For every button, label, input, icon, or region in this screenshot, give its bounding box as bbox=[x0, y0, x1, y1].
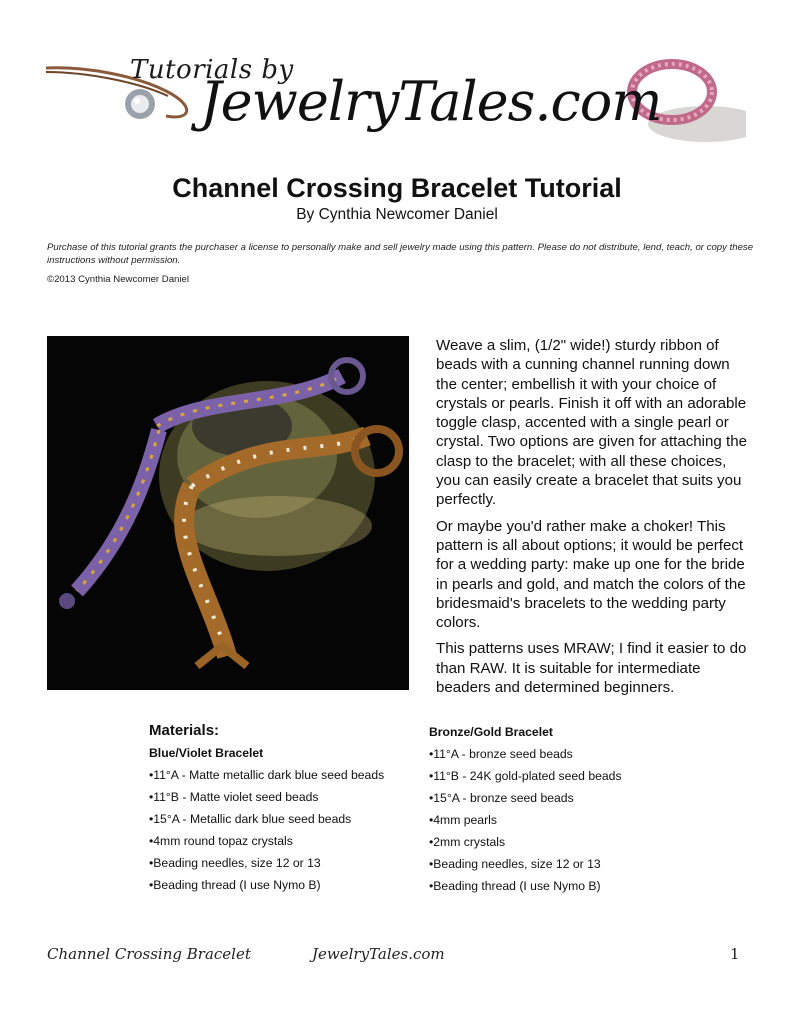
blue-bracelet-heading: Blue/Violet Bracelet bbox=[149, 746, 264, 760]
material-item: •Beading thread (I use Nymo B) bbox=[429, 879, 601, 893]
footer-site: JewelryTales.com bbox=[312, 945, 445, 963]
material-item: •11°B - Matte violet seed beads bbox=[149, 790, 319, 804]
materials-blue-list bbox=[149, 745, 384, 899]
material-item: •11°A - bronze seed beads bbox=[429, 747, 573, 761]
material-item: •2mm crystals bbox=[429, 835, 506, 849]
material-item: •4mm pearls bbox=[429, 813, 497, 827]
material-item: •4mm round topaz crystals bbox=[149, 834, 293, 848]
license-notice: Purchase of this tutorial grants the purchaser a license to personally make and sell jewelry made using this pattern. Please do not distribute, lend, teach, or copy these instructions without permission. bbox=[47, 242, 754, 266]
material-item: •15°A - Metallic dark blue seed beads bbox=[149, 812, 352, 826]
materials-bronze-list bbox=[429, 724, 622, 900]
footer-doc-title: Channel Crossing Bracelet bbox=[47, 945, 251, 963]
material-item: •Beading thread (I use Nymo B) bbox=[149, 878, 321, 892]
material-item: •11°A - Matte metallic dark blue seed beads bbox=[149, 768, 385, 782]
pendant-icon bbox=[125, 89, 155, 119]
intro-paragraph: Weave a slim, (1/2" wide!) sturdy ribbon of beads with a cunning channel running down the center; embellish it with your choice of crystals or pearls. Finish it off with an adorable toggle clasp, accented with a single pearl or crystal. Two options are given for attaching the clasp to the bracelet; with all these choices, you can easily create a bracelet that suits you perfectly. bbox=[436, 337, 747, 509]
material-item: •Beading needles, size 12 or 13 bbox=[429, 857, 601, 871]
intro-text bbox=[436, 336, 752, 704]
intro-paragraph: Or maybe you'd rather make a choker! This pattern is all about options; it would be perfect for a wedding party: make up one for the bride in pearls and gold, and match the colors of the bridesmaid's bracelets to the wedding party colors. bbox=[436, 517, 746, 632]
intro-paragraph: This patterns uses MRAW; I find it easier to do than RAW. It is suitable for intermediate beaders and determined beginners. bbox=[436, 640, 747, 697]
material-item: •15°A - bronze seed beads bbox=[429, 791, 574, 805]
page-title: Channel Crossing Bracelet Tutorial bbox=[172, 173, 622, 203]
bracelet-photo-art bbox=[47, 336, 409, 690]
bronze-bracelet-heading: Bronze/Gold Bracelet bbox=[429, 725, 553, 739]
brand-logo-text: JewelryTales.com bbox=[200, 70, 662, 133]
page-number: 1 bbox=[730, 945, 740, 963]
copyright-notice: ©2013 Cynthia Newcomer Daniel bbox=[47, 274, 189, 285]
brand-tagline: Tutorials by bbox=[130, 55, 294, 85]
material-item: •11°B - 24K gold-plated seed beads bbox=[429, 769, 622, 783]
bracelet-photo bbox=[47, 336, 409, 690]
material-item: •Beading needles, size 12 or 13 bbox=[149, 856, 321, 870]
materials-heading: Materials: bbox=[149, 722, 220, 739]
author-byline: By Cynthia Newcomer Daniel bbox=[296, 206, 498, 223]
